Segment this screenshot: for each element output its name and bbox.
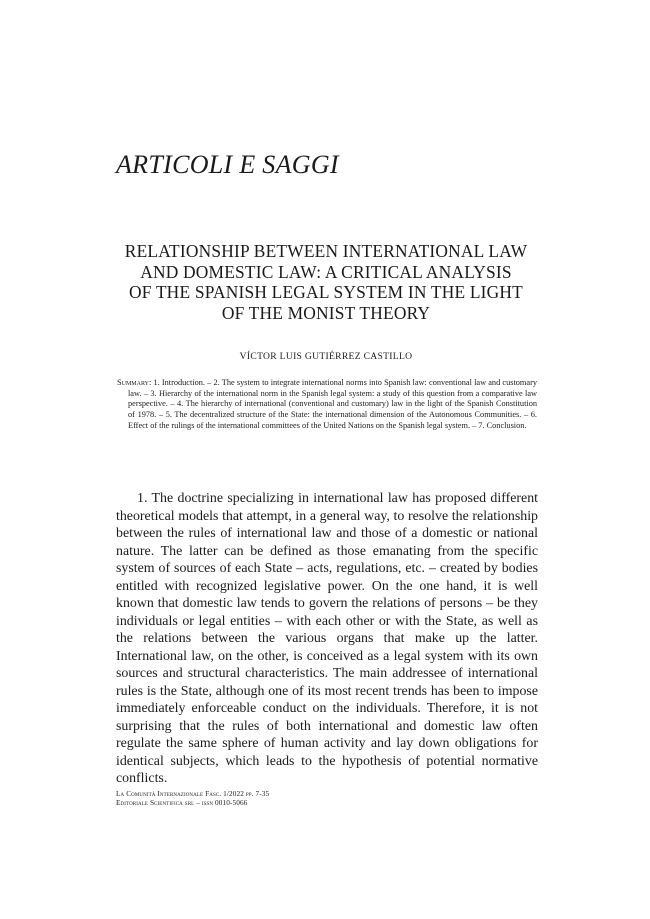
article-title-line: AND DOMESTIC LAW: A CRITICAL ANALYSIS <box>140 261 512 282</box>
article-summary <box>117 378 537 432</box>
section-heading: ARTICOLI E SAGGI <box>116 150 339 179</box>
article-title <box>116 241 536 323</box>
article-author: VÍCTOR LUIS GUTIÉRREZ CASTILLO <box>239 351 413 362</box>
summary-text: 1. Introduction. – 2. The system to integrate international norms into Spanish law: conventional law and customary law. – 3. Hierarchy of the international norm in the Spanish legal system: a study of this question from a comparative law perspective. – 4. The hierarchy of international (conventional and customary) law in the light of the Spanish Constitution of 1978. – 5. The decentralized structure of the State: the international dimension of the Autonomous Communities. – 6. Effect of the rulings of the international committees of the United Nations on the Spanish legal system. – 7. Conclusion. <box>128 378 537 430</box>
article-title-line: RELATIONSHIP BETWEEN INTERNATIONAL LAW <box>124 241 528 261</box>
footer-publisher-line: Editoriale Scientifica srl – issn 0010-5066 <box>116 798 248 808</box>
footer-journal-line: La Comunità Internazionale Fasc. 1/2022 pp. 7-35 <box>116 789 270 798</box>
article-title-line: OF THE SPANISH LEGAL SYSTEM IN THE LIGHT <box>129 282 523 302</box>
article-title-line: OF THE MONIST THEORY <box>221 302 431 323</box>
summary-label: Summary: <box>117 378 154 387</box>
body-paragraph: 1. The doctrine specializing in international law has proposed different theoretical models that attempt, in a general way, to resolve the relationship between the rules of international law and those of a domestic or national nature. The latter can be defined as those emanating from the specific system of sources of each State – acts, regulations, etc. – created by bodies entitled with recognized legislative power. On the one hand, it is well known that domestic law tends to govern the relations of persons – be they individuals or legal entities – with each other or with the State, as well as the relations between the various organs that make up the latter. International law, on the other, is conceived as a legal system with its own sources and structural characteristics. The main addressee of international rules is the State, although one of its most recent trends has been to impose immediately enforceable conduct on the individuals. Therefore, it is not surprising that the rules of both international and domestic law often regulate the same sphere of human activity and lay down obligations for identical subjects, which leads to the hypothesis of potential normative conflicts. <box>116 491 538 786</box>
page-footer <box>116 789 269 807</box>
